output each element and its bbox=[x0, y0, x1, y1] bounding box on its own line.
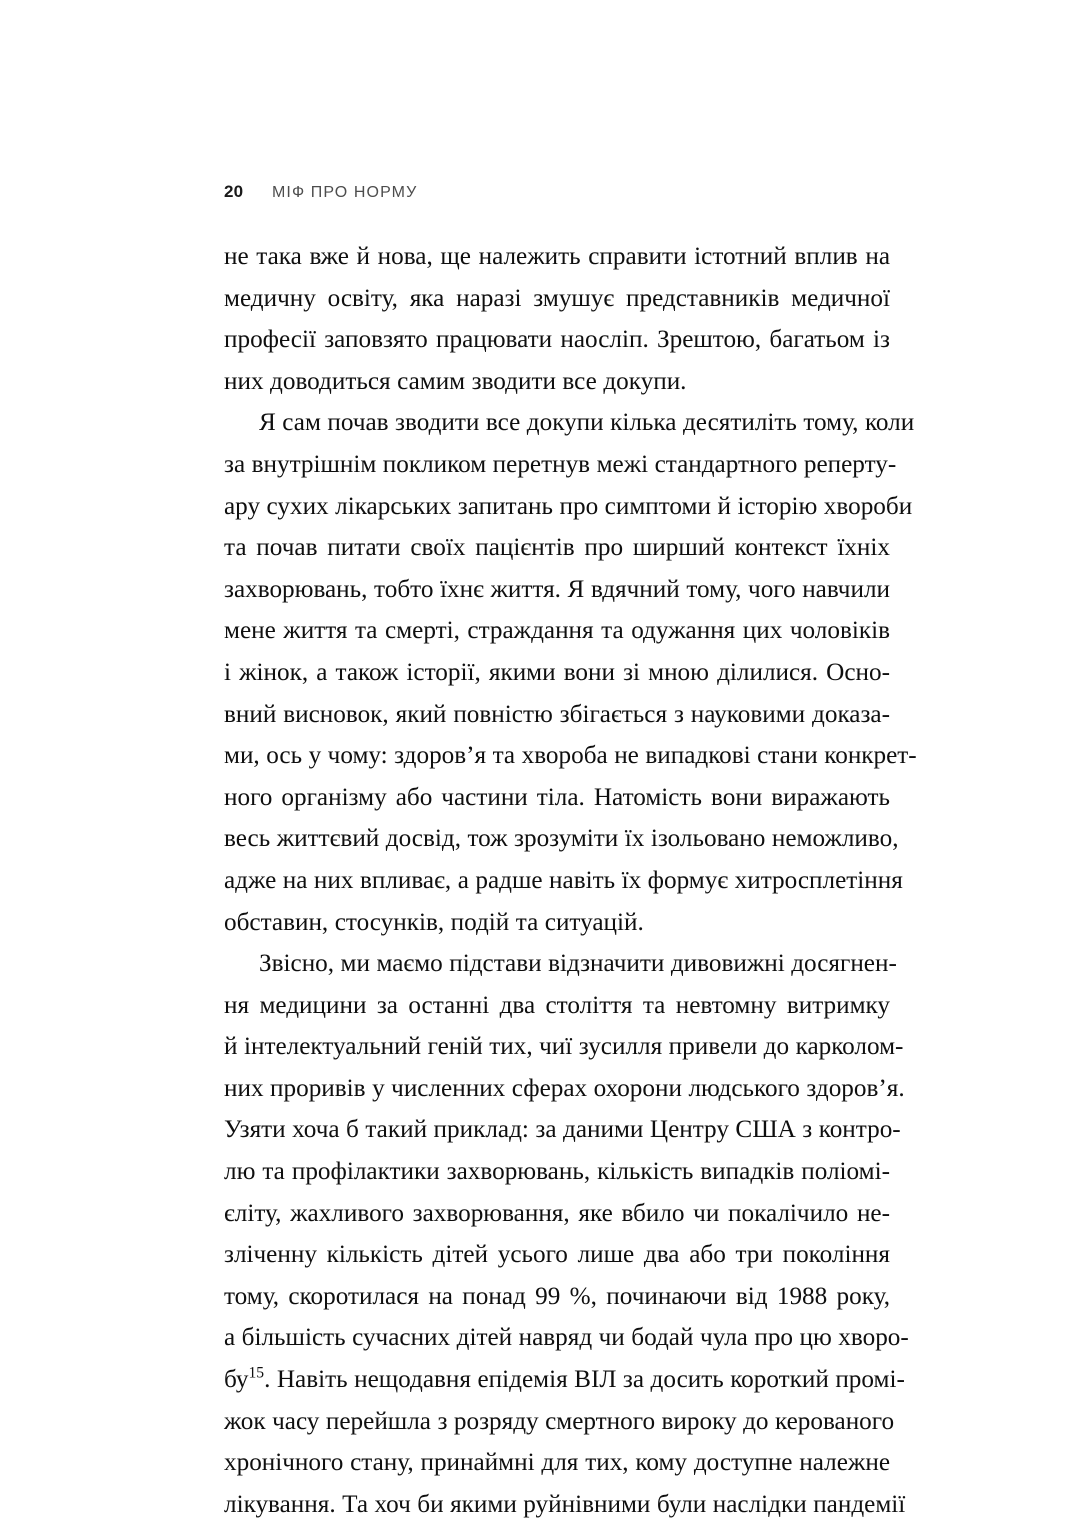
text-line: не така вже й нова, ще належить справити істотний вплив на bbox=[224, 243, 890, 270]
text-line: Узяти хоча б такий приклад: за даними Центру США з контро- bbox=[224, 1116, 901, 1144]
text-line: захворювань, тобто їхнє життя. Я вдячний тому, чого навчили bbox=[224, 575, 890, 603]
text-line: лікування. Та хоч би якими руйнівними були наслідки пандемії bbox=[224, 1490, 906, 1518]
text-line: ного організму або частини тіла. Натомість вони виражають bbox=[224, 783, 890, 811]
text-line: за внутрішнім покликом перетнув межі стандартного реперту- bbox=[224, 450, 897, 478]
paragraph-1 bbox=[224, 236, 890, 402]
text-line: ня медицини за останні два століття та невтомну витримку bbox=[224, 991, 890, 1019]
text-line: професії заповзято працювати наосліп. Зрештою, багатьом із bbox=[224, 326, 890, 354]
text-line: Звісно, ми маємо підстави відзначити дивовижні досягнен- bbox=[259, 950, 897, 978]
text-line: Я сам почав зводити все докупи кілька десятиліть тому, коли bbox=[259, 409, 915, 437]
text-line: єліту, жахливого захворювання, яке вбило чи покалічило не- bbox=[224, 1199, 890, 1227]
text-line: ми, ось у чому: здоров’я та хвороба не випадкові стани конкрет- bbox=[224, 742, 917, 770]
paragraph-3 bbox=[224, 943, 909, 1525]
text-line: ару сухих лікарських запитань про симптоми й історію хвороби bbox=[224, 492, 913, 520]
text-line: жок часу перейшла з розряду смертного вироку до керованого bbox=[224, 1407, 895, 1435]
text-line-with-footnote: бу$^{15}$. Навіть нещодавня епідемія ВІЛ за досить короткий промі- bbox=[224, 1364, 905, 1394]
text-line: мене життя та смерті, страждання та одужання цих чоловіків bbox=[224, 617, 890, 645]
running-title: МІФ ПРО НОРМУ bbox=[272, 184, 418, 201]
text-line: них доводиться самим зводити все докупи. bbox=[224, 367, 687, 395]
text-line: і жінок, а також історії, якими вони зі мною ділилися. Осно- bbox=[224, 658, 890, 686]
text-line: них проривів у численних сферах охорони людського здоров’я. bbox=[224, 1074, 905, 1102]
text-line: адже на них впливає, а радше навіть їх формує хитросплетіння bbox=[224, 866, 903, 894]
text-line: та почав питати своїх пацієнтів про ширший контекст їхніх bbox=[224, 534, 890, 562]
text-block bbox=[224, 236, 917, 1525]
footnote-marker: 15 bbox=[248, 1364, 265, 1382]
text-line: зліченну кількість дітей усього лише два або три покоління bbox=[224, 1241, 890, 1269]
text-line: обставин, стосунків, подій та ситуацій. bbox=[224, 908, 644, 936]
text-line: й інтелектуальний геній тих, чиї зусилля привели до карколом- bbox=[224, 1033, 904, 1061]
page-number: 20 bbox=[224, 182, 244, 201]
running-header bbox=[224, 182, 890, 202]
text-line: медичну освіту, яка наразі змушує представників медичної bbox=[224, 284, 890, 312]
text-line: хронічного стану, принаймні для тих, кому доступне належне bbox=[224, 1449, 890, 1477]
paragraph-2 bbox=[224, 402, 917, 943]
text-line: вний висновок, який повністю збігається з науковими доказа- bbox=[224, 700, 890, 728]
text-line: лю та профілактики захворювань, кількість випадків поліомі- bbox=[224, 1158, 890, 1186]
text-line: весь життєвий досвід, тож зрозуміти їх ізольовано неможливо, bbox=[224, 825, 899, 853]
text-line: а більшість сучасних дітей навряд чи бодай чула про цю хворо- bbox=[224, 1324, 909, 1352]
text-line: тому, скоротилася на понад 99 %, починаючи від 1988 року, bbox=[224, 1282, 890, 1310]
